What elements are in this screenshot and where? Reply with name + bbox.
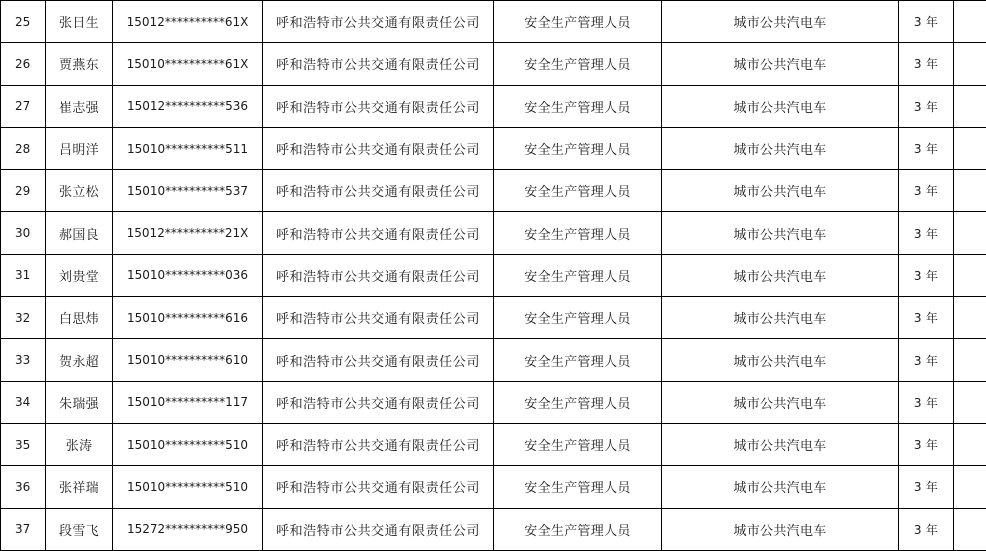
id-number-cell: 15012**********536 [113,85,263,127]
table-row [1,466,986,508]
years-cell: 3 年 [899,127,954,169]
extra-cell [954,1,986,43]
table-row [1,423,986,465]
id-number-cell: 15010**********610 [113,339,263,381]
years-cell: 3 年 [899,170,954,212]
name-cell: 朱瑞强 [46,381,113,423]
category-cell: 城市公共汽电车 [662,43,899,85]
extra-cell [954,466,986,508]
id-number-cell: 15010**********510 [113,466,263,508]
id-number-cell: 15010**********117 [113,381,263,423]
role-cell: 安全生产管理人员 [494,508,662,550]
table-row [1,339,986,381]
years-cell: 3 年 [899,381,954,423]
role-cell: 安全生产管理人员 [494,127,662,169]
years-cell: 3 年 [899,43,954,85]
seq-cell: 34 [1,381,46,423]
extra-cell [954,423,986,465]
category-cell: 城市公共汽电车 [662,381,899,423]
category-cell: 城市公共汽电车 [662,127,899,169]
name-cell: 贺永超 [46,339,113,381]
seq-cell: 36 [1,466,46,508]
seq-cell: 32 [1,297,46,339]
category-cell: 城市公共汽电车 [662,423,899,465]
seq-cell: 26 [1,43,46,85]
name-cell: 张祥瑞 [46,466,113,508]
company-cell: 呼和浩特市公共交通有限责任公司 [263,381,494,423]
table-row [1,381,986,423]
company-cell: 呼和浩特市公共交通有限责任公司 [263,297,494,339]
years-cell: 3 年 [899,508,954,550]
extra-cell [954,43,986,85]
years-cell: 3 年 [899,212,954,254]
company-cell: 呼和浩特市公共交通有限责任公司 [263,1,494,43]
seq-cell: 29 [1,170,46,212]
seq-cell: 27 [1,85,46,127]
role-cell: 安全生产管理人员 [494,254,662,296]
extra-cell [954,339,986,381]
category-cell: 城市公共汽电车 [662,212,899,254]
company-cell: 呼和浩特市公共交通有限责任公司 [263,339,494,381]
table-body [1,1,986,551]
category-cell: 城市公共汽电车 [662,508,899,550]
category-cell: 城市公共汽电车 [662,254,899,296]
years-cell: 3 年 [899,254,954,296]
seq-cell: 33 [1,339,46,381]
table-row [1,85,986,127]
name-cell: 刘贵堂 [46,254,113,296]
category-cell: 城市公共汽电车 [662,85,899,127]
extra-cell [954,212,986,254]
extra-cell [954,254,986,296]
role-cell: 安全生产管理人员 [494,297,662,339]
company-cell: 呼和浩特市公共交通有限责任公司 [263,508,494,550]
name-cell: 贾燕东 [46,43,113,85]
extra-cell [954,85,986,127]
table-row [1,508,986,550]
id-number-cell: 15010**********511 [113,127,263,169]
table-row [1,212,986,254]
role-cell: 安全生产管理人员 [494,466,662,508]
name-cell: 张日生 [46,1,113,43]
years-cell: 3 年 [899,423,954,465]
years-cell: 3 年 [899,297,954,339]
company-cell: 呼和浩特市公共交通有限责任公司 [263,43,494,85]
seq-cell: 30 [1,212,46,254]
years-cell: 3 年 [899,85,954,127]
extra-cell [954,381,986,423]
company-cell: 呼和浩特市公共交通有限责任公司 [263,170,494,212]
extra-cell [954,170,986,212]
id-number-cell: 15012**********21X [113,212,263,254]
role-cell: 安全生产管理人员 [494,423,662,465]
seq-cell: 35 [1,423,46,465]
table-row [1,1,986,43]
years-cell: 3 年 [899,1,954,43]
name-cell: 张涛 [46,423,113,465]
name-cell: 段雪飞 [46,508,113,550]
id-number-cell: 15010**********510 [113,423,263,465]
name-cell: 白思炜 [46,297,113,339]
years-cell: 3 年 [899,466,954,508]
category-cell: 城市公共汽电车 [662,339,899,381]
role-cell: 安全生产管理人员 [494,43,662,85]
role-cell: 安全生产管理人员 [494,212,662,254]
company-cell: 呼和浩特市公共交通有限责任公司 [263,466,494,508]
seq-cell: 37 [1,508,46,550]
table-row [1,254,986,296]
name-cell: 张立松 [46,170,113,212]
role-cell: 安全生产管理人员 [494,1,662,43]
id-number-cell: 15010**********616 [113,297,263,339]
id-number-cell: 15272**********950 [113,508,263,550]
id-number-cell: 15010**********61X [113,43,263,85]
category-cell: 城市公共汽电车 [662,297,899,339]
category-cell: 城市公共汽电车 [662,466,899,508]
role-cell: 安全生产管理人员 [494,381,662,423]
company-cell: 呼和浩特市公共交通有限责任公司 [263,212,494,254]
name-cell: 郝国良 [46,212,113,254]
seq-cell: 25 [1,1,46,43]
category-cell: 城市公共汽电车 [662,170,899,212]
id-number-cell: 15010**********537 [113,170,263,212]
role-cell: 安全生产管理人员 [494,85,662,127]
name-cell: 崔志强 [46,85,113,127]
company-cell: 呼和浩特市公共交通有限责任公司 [263,423,494,465]
company-cell: 呼和浩特市公共交通有限责任公司 [263,127,494,169]
seq-cell: 28 [1,127,46,169]
table-row [1,297,986,339]
id-number-cell: 15012**********61X [113,1,263,43]
table-row [1,170,986,212]
seq-cell: 31 [1,254,46,296]
extra-cell [954,297,986,339]
table-row [1,43,986,85]
role-cell: 安全生产管理人员 [494,170,662,212]
name-cell: 吕明洋 [46,127,113,169]
role-cell: 安全生产管理人员 [494,339,662,381]
id-number-cell: 15010**********036 [113,254,263,296]
category-cell: 城市公共汽电车 [662,1,899,43]
company-cell: 呼和浩特市公共交通有限责任公司 [263,85,494,127]
extra-cell [954,127,986,169]
years-cell: 3 年 [899,339,954,381]
company-cell: 呼和浩特市公共交通有限责任公司 [263,254,494,296]
extra-cell [954,508,986,550]
table-row [1,127,986,169]
